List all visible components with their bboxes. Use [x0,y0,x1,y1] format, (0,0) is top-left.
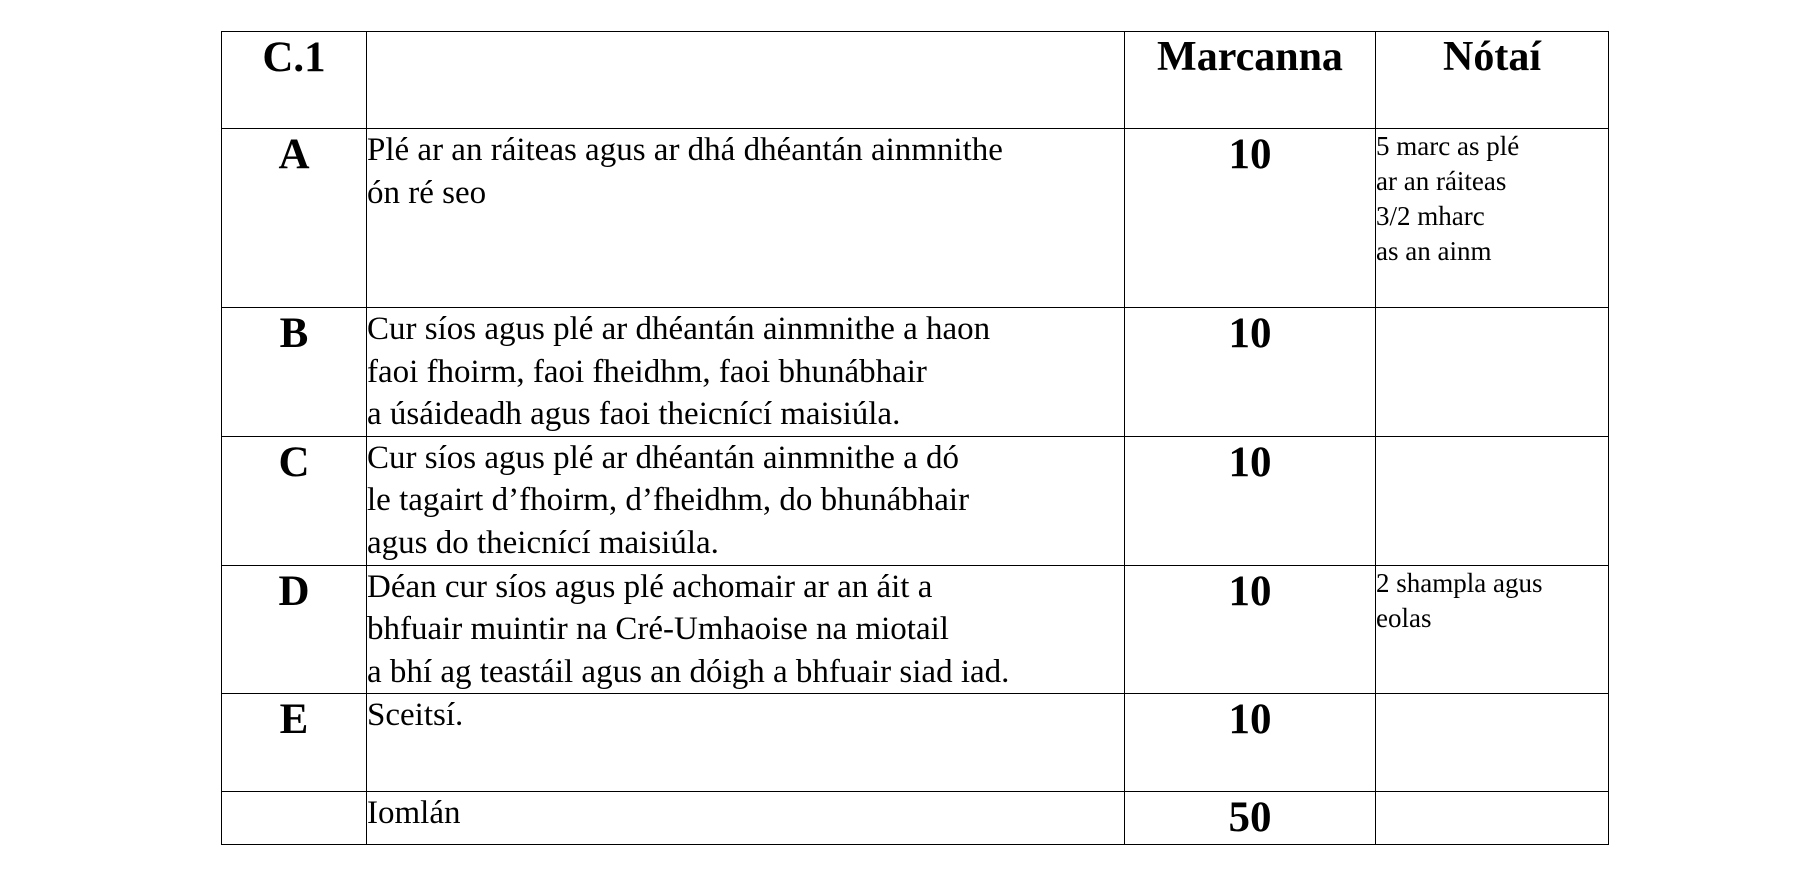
header-description-cell [367,32,1125,129]
description-line: ón ré seo [367,174,487,211]
description-line: Déan cur síos agus plé achomair ar an áit a [367,568,933,605]
question-number: C.1 [222,32,367,129]
notes-header: Nótaí [1376,32,1609,129]
row-label: A [222,129,367,308]
total-marks: 50 [1125,792,1376,845]
row-label: E [222,694,367,792]
marking-scheme-table [221,31,1609,845]
description-line: Plé ar an ráiteas agus ar dhá dhéantán ainmnithe [367,132,1003,168]
notes-line: 2 shampla agus [1376,567,1543,598]
row-label: C [222,436,367,565]
description-line: faoi fhoirm, faoi fheidhm, faoi bhunábhair [367,353,927,390]
table-row [222,565,1609,694]
description-line: a úsáideadh agus faoi theicnící maisiúla. [367,396,901,432]
description-line: Cur síos agus plé ar dhéantán ainmnithe a dó [367,439,960,476]
row-label: D [222,565,367,694]
description-line: a bhí ag teastáil agus an dóigh a bhfuair siad iad. [367,653,1010,690]
row-marks: 10 [1125,436,1376,565]
row-description [367,129,1125,308]
table-row [222,308,1609,437]
description-line: le tagairt d’fhoirm, d’fheidhm, do bhunábhair [367,482,970,518]
header-row [222,32,1609,129]
row-marks: 10 [1125,308,1376,437]
notes-line: ar an ráiteas [1376,166,1507,196]
table-row [222,129,1609,308]
row-notes [1376,565,1609,694]
total-label [222,792,367,845]
description-line: Sceitsí. [367,697,464,733]
total-description: Iomlán [367,792,1125,845]
row-description [367,565,1125,694]
row-notes [1376,436,1609,565]
row-notes [1376,694,1609,792]
notes-line: as an ainm [1376,236,1492,266]
description-line: agus do theicnící maisiúla. [367,524,719,561]
notes-line: eolas [1376,602,1432,633]
table-row [222,436,1609,565]
description-line: bhfuair muintir na Cré-Umhaoise na miotail [367,611,949,647]
row-marks: 10 [1125,129,1376,308]
total-row [222,792,1609,845]
description-line: Cur síos agus plé ar dhéantán ainmnithe a haon [367,311,991,347]
table-row [222,694,1609,792]
row-description [367,694,1125,792]
row-label: B [222,308,367,437]
row-description [367,436,1125,565]
notes-line: 5 marc as plé [1376,131,1520,161]
total-notes [1376,792,1609,845]
row-marks: 10 [1125,565,1376,694]
notes-line: 3/2 mharc [1376,201,1485,231]
row-notes [1376,129,1609,308]
row-notes [1376,308,1609,437]
row-marks: 10 [1125,694,1376,792]
row-description [367,308,1125,437]
marks-header: Marcanna [1125,32,1376,129]
